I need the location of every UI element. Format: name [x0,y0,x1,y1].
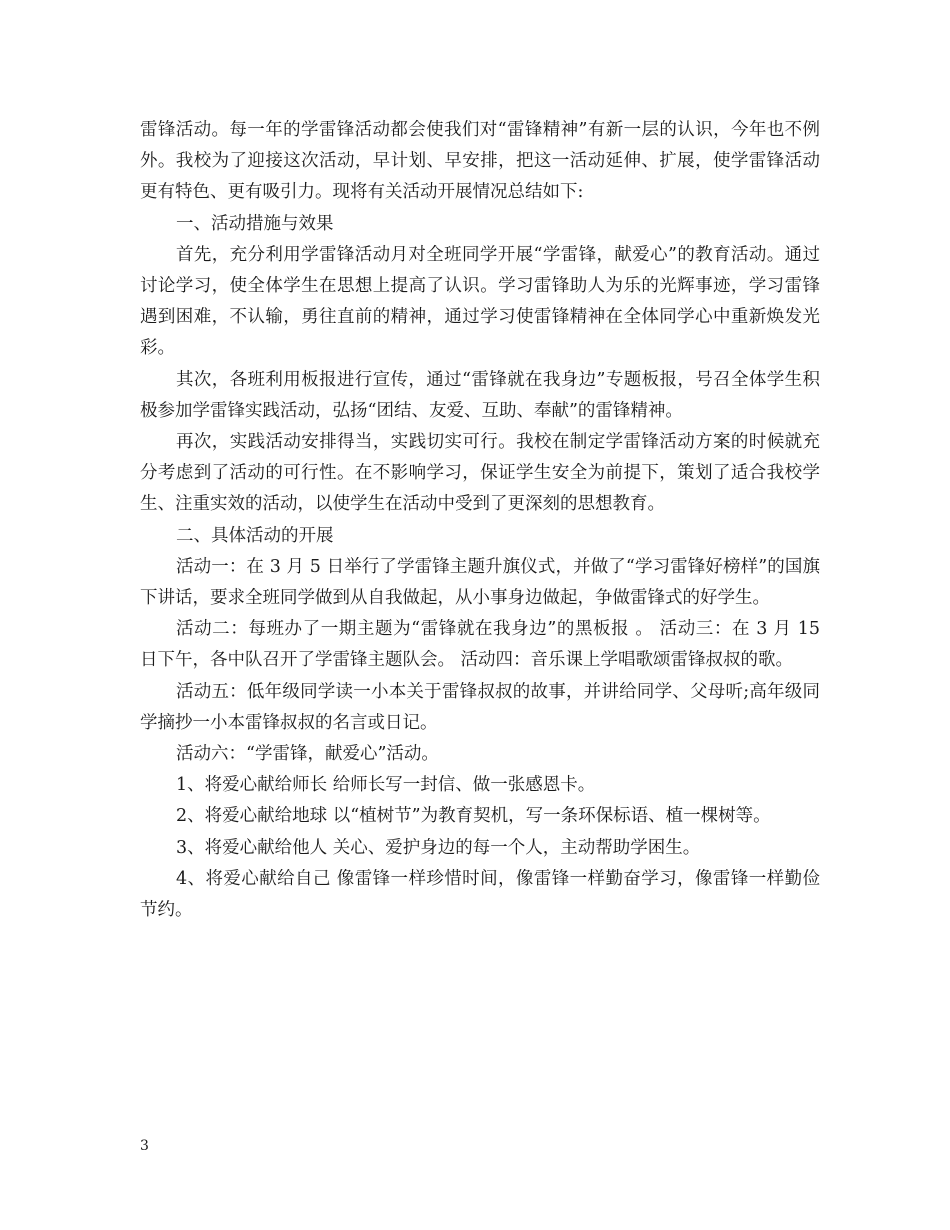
paragraph-activity-one: 活动一：在 3 月 5 日举行了学雷锋主题升旗仪式，并做了“学习雷锋好榜样”的国旗下讲话，要求全班同学做到从自我做起，从小事身边做起，争做雷锋式的好学生。 [140,556,820,609]
paragraph-activity-six: 活动六：“学雷锋，献爱心”活动。 [176,744,439,765]
list-item-earth: 2、将爱心献给地球 以“植树节”为教育契机，写一条环保标语、植一棵树等。 [176,806,771,827]
paragraph-third: 再次，实践活动安排得当，实践切实可行。我校在制定学雷锋活动方案的时候就充分考虑到了活动的可行性。在不影响学习，保证学生安全为前提下，策划了适合我校学生、注重实效的活动，以使学生在活动中受到了更深刻的思想教育。 [140,432,820,515]
list-item-teachers: 1、将爱心献给师长 给师长写一封信、做一张感恩卡。 [176,775,596,796]
section-heading-activities: 二、具体活动的开展 [176,525,334,546]
body-text [140,115,820,926]
page-number: 3 [140,1138,149,1154]
paragraph-activities-two-to-four: 活动二：每班办了一期主题为“雷锋就在我身边”的黑板报 。 活动三：在 3 月 15 日下午，各中队召开了学雷锋主题队会。 活动四：音乐课上学唱歌颂雷锋叔叔的歌。 [140,619,820,671]
list-item-self: 4、将爱心献给自己 像雷锋一样珍惜时间，像雷锋一样勤奋学习，像雷锋一样勤俭节约。 [140,868,820,921]
paragraph-intro: 雷锋活动。每一年的学雷锋活动都会使我们对“雷锋精神”有新一层的认识，今年也不例外。我校为了迎接这次活动，早计划、早安排，把这一活动延伸、扩展，使学雷锋活动更有特色、更有吸引力。现将有关活动开展情况总结如下: [140,120,820,203]
paragraph-first: 首先，充分利用学雷锋活动月对全班同学开展“学雷锋，献爱心”的教育活动。通过讨论学习，使全体学生在思想上提高了认识。学习雷锋助人为乐的光辉事迹，学习雷锋遇到困难，不认输，勇往直前的精神，通过学习使雷锋精神在全体同学心中重新焕发光彩。 [140,244,820,359]
paragraph-activity-five: 活动五：低年级同学读一小本关于雷锋叔叔的故事，并讲给同学、父母听;高年级同学摘抄一小本雷锋叔叔的名言或日记。 [140,681,820,733]
paragraph-second: 其次，各班利用板报进行宣传，通过“雷锋就在我身边”专题板报，号召全体学生积极参加学雷锋实践活动，弘扬“团结、友爱、互助、奉献”的雷锋精神。 [140,369,820,421]
section-heading-measures: 一、活动措施与效果 [176,213,334,234]
list-item-others: 3、将爱心献给他人 关心、爱护身边的每一个人，主动帮助学困生。 [176,837,701,858]
